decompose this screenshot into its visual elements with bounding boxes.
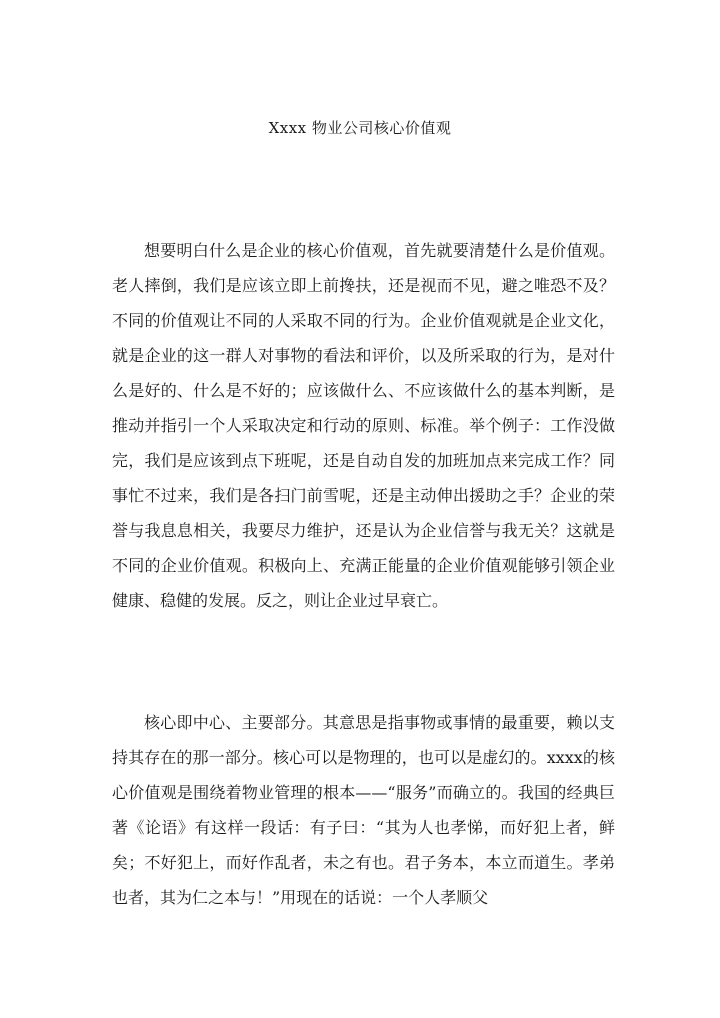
body-paragraph-2: 核心即中心、主要部分。其意思是指事物或事情的最重要，赖以支持其存在的那一部分。核心可以是物理的，也可以是虚幻的。xxxx的核心价值观是围绕着物业管理的根本——“服务”而确立的。我国的经典巨著《论语》有这样一段话：有子曰：“其为人也孝悌，而好犯上者，鲜矣；不好犯上，而好作乱者，未之有也。君子务本，本立而道生。孝弟也者，其为仁之本与！”用现在的话说：一个人孝顺父 bbox=[112, 713, 615, 907]
body-paragraph-1: 想要明白什么是企业的核心价值观，首先就要清楚什么是价值观。老人摔倒，我们是应该立即上前搀扶，还是视而不见，避之唯恐不及？不同的价值观让不同的人采取不同的行为。企业价值观就是企业文化，就是企业的这一群人对事物的看法和评价，以及所采取的行为，是对什么是好的、什么是不好的；应该做什么、不应该做什么的基本判断，是推动并指引一个人采取决定和行动的原则、标准。举个例子：工作没做完，我们是应该到点下班呢，还是自动自发的加班加点来完成工作？同事忙不过来，我们是各扫门前雪呢，还是主动伸出援助之手？企业的荣誉与我息息相关，我要尽力维护，还是认为企业信誉与我无关？这就是不同的企业价值观。积极向上、充满正能量的企业价值观能够引领企业健康、稳健的发展。反之，则让企业过早衰亡。 bbox=[112, 241, 615, 610]
document-title: Xxxx 物业公司核心价值观 bbox=[268, 119, 452, 137]
